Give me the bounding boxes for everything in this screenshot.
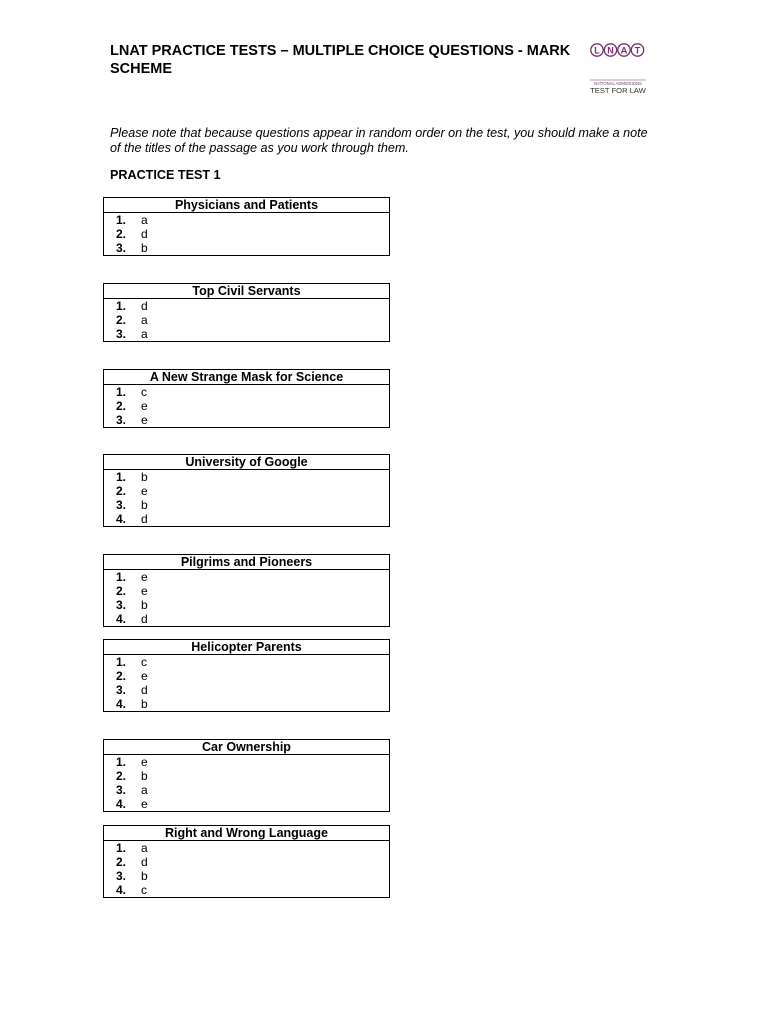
answer-letter: d [141, 612, 148, 626]
logo-letter: L [594, 45, 600, 56]
answer-letter: d [141, 512, 148, 526]
logo-letter: N [607, 45, 614, 56]
answer-letter: e [141, 755, 148, 769]
answer-row [104, 241, 389, 255]
passage-answer-table [103, 369, 390, 428]
passage-answer-table [103, 554, 390, 627]
question-number: 3. [115, 327, 126, 341]
answer-list [104, 213, 390, 256]
answer-row [104, 769, 389, 783]
answer-letter: a [141, 213, 148, 227]
question-number: 2. [115, 227, 126, 241]
answer-letter: b [141, 598, 148, 612]
logo-line2: TEST FOR LAW [590, 86, 646, 95]
question-number: 1. [115, 655, 126, 669]
answer-letter: e [141, 669, 148, 683]
question-number: 4. [115, 512, 126, 526]
passage-title: Pilgrims and Pioneers [104, 555, 390, 570]
practice-test-heading: PRACTICE TEST 1 [110, 168, 221, 182]
answer-letter: e [141, 484, 148, 498]
answer-list [104, 385, 390, 428]
passage-answer-table [103, 454, 390, 527]
answer-row [104, 512, 389, 526]
answer-row [104, 598, 389, 612]
answer-row [104, 883, 389, 897]
question-number: 3. [115, 413, 126, 427]
question-number: 3. [115, 683, 126, 697]
instruction-note: Please note that because questions appear in random order on the test, you should make a note of the titles of the passage as you work through them. [110, 126, 648, 155]
question-number: 4. [115, 797, 126, 811]
answer-list [104, 655, 390, 712]
answer-row [104, 669, 389, 683]
logo-line1: NATIONAL ADMISSIONS [594, 81, 642, 86]
passage-answer-table [103, 639, 390, 712]
logo-letter: T [634, 45, 641, 56]
question-number: 3. [115, 241, 126, 255]
answer-letter: b [141, 769, 148, 783]
passage-answer-table [103, 739, 390, 812]
passage-answer-table [103, 825, 390, 898]
answer-letter: e [141, 797, 148, 811]
answer-row [104, 612, 389, 626]
answer-row [104, 797, 389, 811]
answer-row [104, 655, 389, 669]
question-number: 1. [115, 755, 126, 769]
question-number: 2. [115, 855, 126, 869]
answer-row [104, 783, 389, 797]
passage-title: Right and Wrong Language [104, 826, 390, 841]
answer-letter: a [141, 783, 148, 797]
answer-row [104, 570, 389, 584]
question-number: 1. [115, 299, 126, 313]
answer-letter: b [141, 241, 148, 255]
answer-row [104, 869, 389, 883]
answer-row [104, 470, 389, 484]
answer-list [104, 299, 390, 342]
question-number: 2. [115, 399, 126, 413]
answer-row [104, 299, 389, 313]
question-number: 2. [115, 769, 126, 783]
passage-answer-table [103, 283, 390, 342]
question-number: 2. [115, 669, 126, 683]
answer-list [104, 841, 390, 898]
answer-letter: d [141, 299, 148, 313]
question-number: 4. [115, 612, 126, 626]
passage-answer-table [103, 197, 390, 256]
passage-title: Physicians and Patients [104, 198, 390, 213]
answer-letter: d [141, 683, 148, 697]
question-number: 1. [115, 385, 126, 399]
question-number: 4. [115, 697, 126, 711]
answer-row [104, 498, 389, 512]
answer-letter: e [141, 570, 148, 584]
answer-row [104, 755, 389, 769]
answer-row [104, 855, 389, 869]
answer-row [104, 841, 389, 855]
answer-list [104, 755, 390, 812]
question-number: 1. [115, 841, 126, 855]
answer-row [104, 385, 389, 399]
answer-letter: a [141, 841, 148, 855]
answer-letter: e [141, 584, 148, 598]
answer-list [104, 470, 390, 527]
answer-letter: c [141, 655, 147, 669]
answer-row [104, 399, 389, 413]
question-number: 1. [115, 213, 126, 227]
passage-title: Top Civil Servants [104, 284, 390, 299]
logo-letter-circles [591, 44, 644, 56]
passage-title: University of Google [104, 455, 390, 470]
answer-row [104, 327, 389, 341]
question-number: 1. [115, 570, 126, 584]
passage-title: Helicopter Parents [104, 640, 390, 655]
answer-row [104, 484, 389, 498]
answer-letter: b [141, 470, 148, 484]
answer-row [104, 227, 389, 241]
passage-title: A New Strange Mask for Science [104, 370, 390, 385]
question-number: 3. [115, 498, 126, 512]
answer-letter: a [141, 327, 148, 341]
answer-list [104, 570, 390, 627]
answer-letter: d [141, 855, 148, 869]
answer-letter: d [141, 227, 148, 241]
answer-letter: c [141, 385, 147, 399]
answer-row [104, 413, 389, 427]
answer-row [104, 683, 389, 697]
answer-letter: c [141, 883, 147, 897]
question-number: 2. [115, 584, 126, 598]
question-number: 2. [115, 484, 126, 498]
logo-letter: A [620, 45, 628, 56]
question-number: 3. [115, 869, 126, 883]
answer-letter: b [141, 498, 148, 512]
question-number: 3. [115, 783, 126, 797]
lnat-logo [589, 42, 647, 96]
answer-letter: e [141, 399, 148, 413]
answer-row [104, 313, 389, 327]
question-number: 2. [115, 313, 126, 327]
answer-letter: a [141, 313, 148, 327]
answer-letter: e [141, 413, 148, 427]
page-title: LNAT PRACTICE TESTS – MULTIPLE CHOICE QUESTIONS - MARK SCHEME [110, 43, 571, 77]
question-number: 1. [115, 470, 126, 484]
answer-row [104, 584, 389, 598]
question-number: 4. [115, 883, 126, 897]
answer-letter: b [141, 697, 148, 711]
answer-row [104, 697, 389, 711]
passage-title: Car Ownership [104, 740, 390, 755]
question-number: 3. [115, 598, 126, 612]
answer-row [104, 213, 389, 227]
answer-letter: b [141, 869, 148, 883]
